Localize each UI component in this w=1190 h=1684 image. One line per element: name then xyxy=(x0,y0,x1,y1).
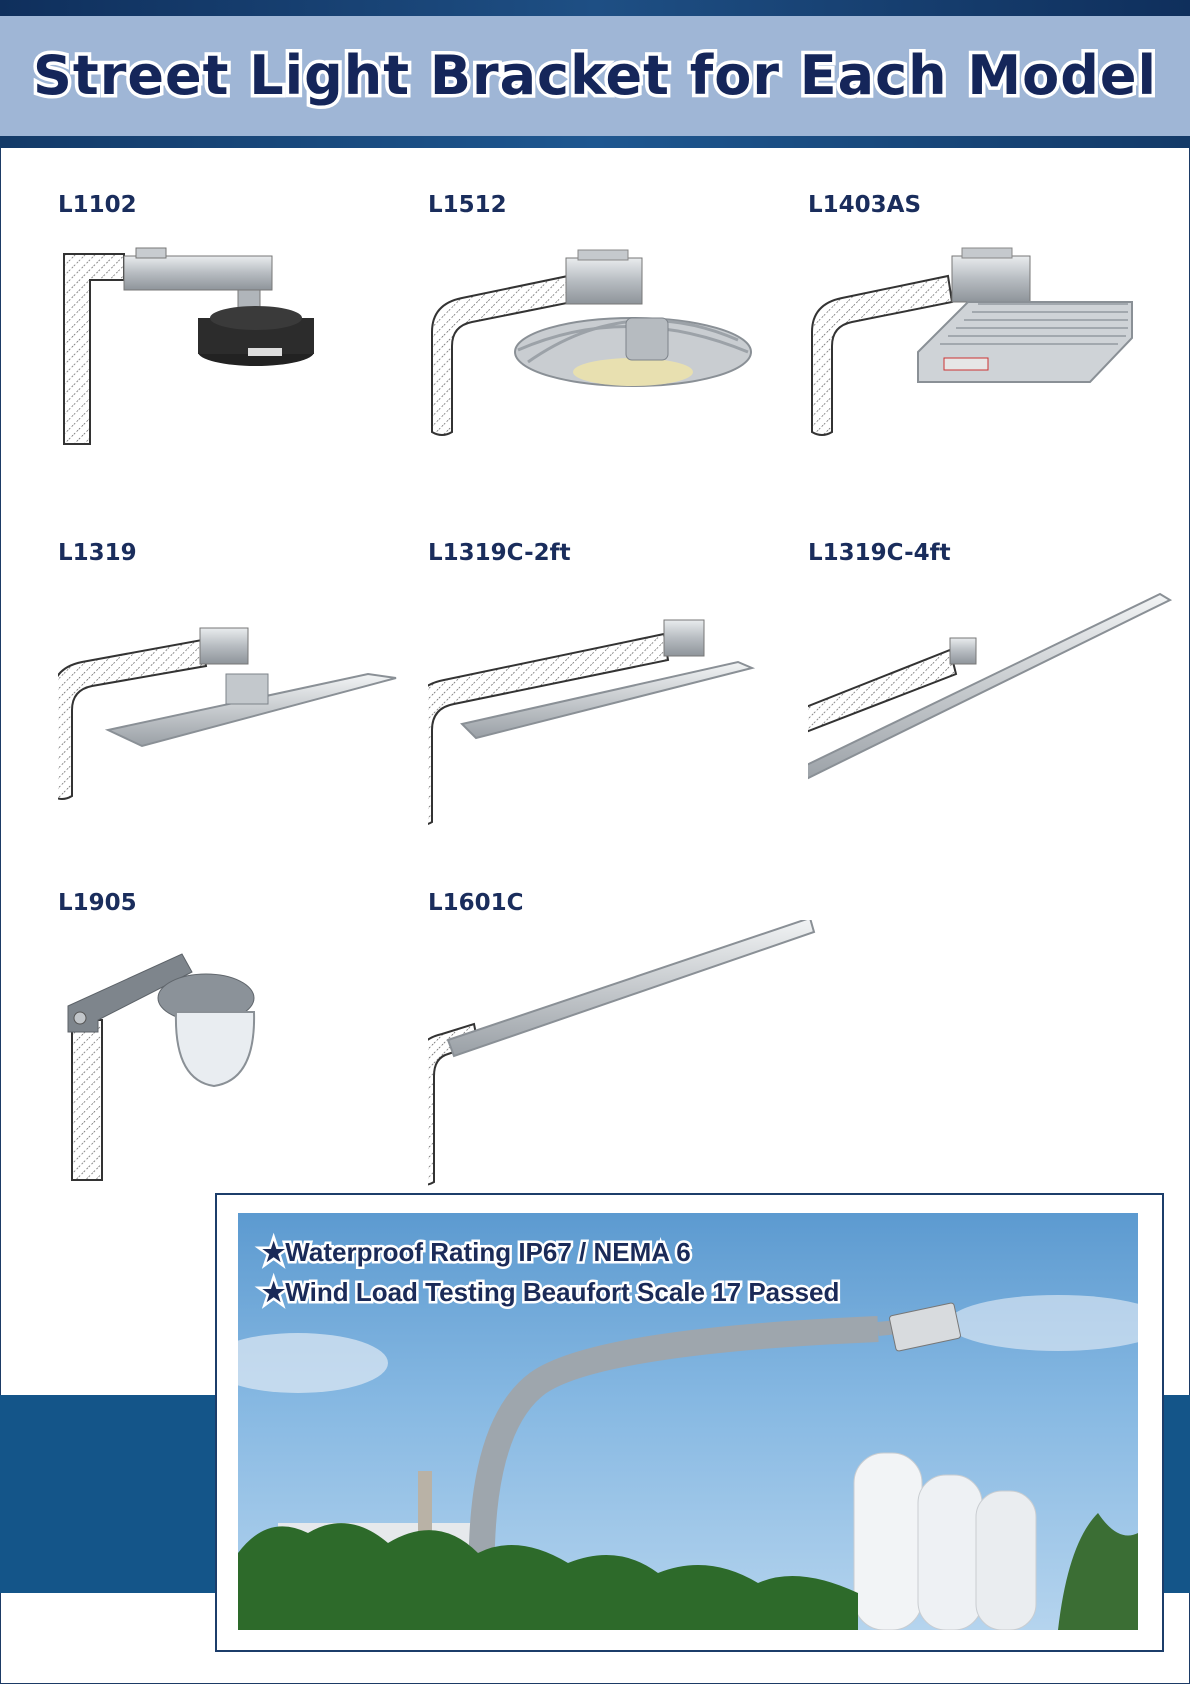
l1403as-bracket-illustration xyxy=(808,222,1138,482)
l1319c-4ft-bracket-illustration xyxy=(808,570,1188,840)
l1102-bracket-illustration xyxy=(58,222,378,482)
model-l1319 xyxy=(58,540,378,840)
model-l1102 xyxy=(58,192,378,492)
model-l1601c xyxy=(428,890,748,1190)
model-label: L1102 xyxy=(58,192,137,218)
l1319c-2ft-bracket-illustration xyxy=(428,570,778,830)
header-rule xyxy=(0,136,1190,148)
feature-waterproof: ★Waterproof Rating IP67 / NEMA 6 xyxy=(262,1237,691,1267)
model-label: L1905 xyxy=(58,890,137,916)
model-l1905 xyxy=(58,890,378,1190)
feature-wind-load: ★Wind Load Testing Beaufort Scale 17 Passed xyxy=(262,1277,840,1307)
l1319-bracket-illustration xyxy=(58,570,408,830)
installation-photo xyxy=(238,1213,1138,1630)
model-l1512 xyxy=(428,192,748,492)
model-label: L1601C xyxy=(428,890,524,916)
l1512-bracket-illustration xyxy=(428,222,758,482)
page-title: Street Light Bracket for Each Model xyxy=(33,44,1157,107)
model-l1319c-2ft xyxy=(428,540,748,840)
model-label: L1319C-2ft xyxy=(428,540,571,566)
top-strip xyxy=(0,0,1190,16)
l1601c-bracket-illustration xyxy=(428,920,828,1190)
model-label: L1319 xyxy=(58,540,137,566)
model-l1403as xyxy=(808,192,1128,492)
l1905-bracket-illustration xyxy=(58,920,378,1190)
model-label: L1319C-4ft xyxy=(808,540,951,566)
model-l1319c-4ft xyxy=(808,540,1128,840)
installation-scene-illustration xyxy=(238,1213,1138,1630)
model-label: L1512 xyxy=(428,192,507,218)
model-label: L1403AS xyxy=(808,192,922,218)
